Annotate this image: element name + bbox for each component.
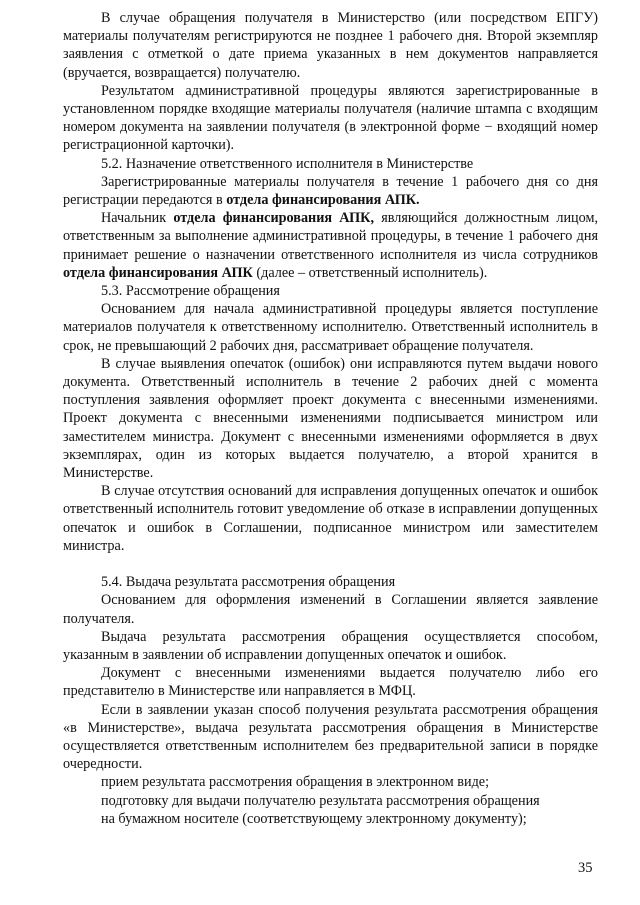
list-item: подготовку для выдачи получателю результата рассмотрения обращения — [101, 792, 540, 809]
paragraph: Основанием для начала административной процедуры является поступление материалов получателя к ответственному исполнителю. Ответственный исполнитель в срок, не превышающий 2 рабочих дня, рассматривает обращение получателя. — [63, 301, 598, 354]
section-heading: 5.3. Рассмотрение обращения — [101, 283, 280, 300]
paragraph: Если в заявлении указан способ получения результата рассмотрения обращения «в Министерстве», выдача результата рассмотрения обращения в Министерстве осуществляется ответственным исполнителем без предварительной записи в порядке очередности. — [63, 701, 598, 773]
section-heading: 5.4. Выдача результата рассмотрения обращения — [101, 574, 396, 591]
paragraph: Основанием для оформления изменений в Соглашении является заявление получателя. — [63, 592, 598, 627]
paragraph: Выдача результата рассмотрения обращения осуществляется способом, указанным в заявлении об исправлении допущенных опечаток и ошибок. — [63, 628, 598, 663]
paragraph: Зарегистрированные материалы получателя в течение 1 рабочего дня со дня регистрации передаются в отдела финансирования АПК. — [63, 173, 598, 209]
paragraph: В случае выявления опечаток (ошибок) они исправляются путем выдачи нового документа. Ответственный исполнитель в течение 2 рабочих дней с момента поступления заявления оформляет проект документа с внесенными изменениями. Проект документа с внесенными изменениями подписывается министром или заместителем министра. Документ с внесенными изменениями оформляется в двух экземплярах, один из которых выдается получателю, а второй хранится в Министерстве. — [63, 355, 598, 482]
page-number: 35 — [578, 860, 593, 876]
document-body — [63, 9, 598, 828]
paragraph: Начальник отдела финансирования АПК, являющийся должностным лицом, ответственным за выполнение административной процедуры, в течение 1 рабочего дня принимает решение о назначении ответственного исполнителя из числа сотрудников отдела финансирования АПК (далее – ответственный исполнитель). — [63, 210, 598, 281]
paragraph: Документ с внесенными изменениями выдается получателю либо его представителю в Министерстве или направляется в МФЦ. — [63, 665, 598, 700]
list-item: на бумажном носителе (соответствующему электронному документу); — [101, 810, 527, 827]
paragraph: Результатом административной процедуры являются зарегистрированные в установленном порядке входящие материалы получателя (наличие штампа с входящим номером документа на заявлении получателя (в электронной форме − входящий номер регистрационной карточки). — [63, 82, 598, 154]
paragraph: В случае обращения получателя в Министерство (или посредством ЕПГУ) материалы получателям регистрируются не позднее 1 рабочего дня. Второй экземпляр заявления с отметкой о дате приема указанных в нем документов направляется (вручается, возвращается) получателю. — [63, 10, 598, 81]
section-heading: 5.2. Назначение ответственного исполнителя в Министерстве — [101, 155, 474, 172]
list-item: прием результата рассмотрения обращения в электронном виде; — [101, 774, 490, 791]
paragraph: В случае отсутствия оснований для исправления допущенных опечаток и ошибок ответственный исполнитель готовит уведомление об отказе в исправлении допущенных опечаток и ошибок в Соглашении, подписанное министром или заместителем министра. — [63, 483, 598, 554]
